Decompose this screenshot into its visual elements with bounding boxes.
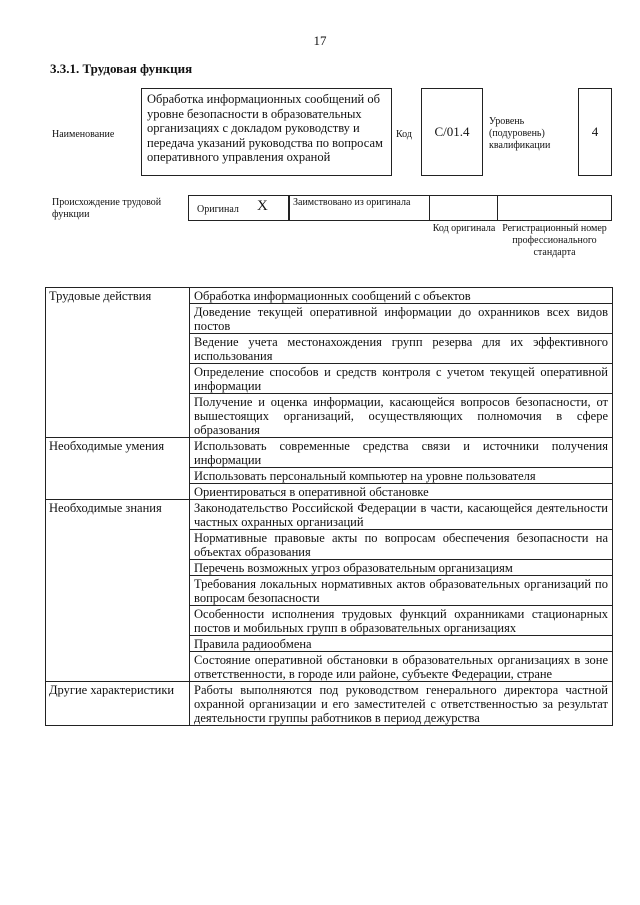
origin-original-cell: [189, 196, 289, 220]
item-cell: Определение способов и средств контроля с учетом текущей оперативной информации: [190, 364, 613, 394]
item-cell: Получение и оценка информации, касающейся вопросов безопасности, от вышестоящих организаций, осуществляющих полномочия в сфере образования: [190, 394, 613, 438]
origin-borrowed-label: Заимствовано из оригинала: [293, 197, 411, 208]
item-cell: Ориентироваться в оперативной обстановке: [190, 484, 613, 500]
page-number: 17: [313, 33, 327, 48]
code-label: Код: [396, 129, 412, 140]
item-cell: Требования локальных нормативных актов образовательных организаций по вопросам безопасности: [190, 576, 613, 606]
origin-label: Происхождение трудовой функции: [52, 197, 162, 220]
origin-original-mark: X: [257, 198, 268, 214]
origin-original-label: Оригинал: [197, 204, 239, 215]
functions-table: [45, 287, 613, 726]
table-row: [46, 682, 613, 726]
section-title: 3.3.1. Трудовая функция: [50, 61, 193, 76]
name-label: Наименование: [52, 129, 115, 140]
category-cell: Другие характеристики: [46, 682, 190, 726]
table-row: [46, 500, 613, 530]
code-box: [421, 88, 483, 176]
code-value: C/01.4: [434, 124, 470, 139]
item-cell: Использовать современные средства связи и источники получения информации: [190, 438, 613, 468]
item-cell: Особенности исполнения трудовых функций охранниками стационарных постов и мобильных групп в образовательных организациях: [190, 606, 613, 636]
origin-row: [188, 195, 612, 221]
item-cell: Использовать персональный компьютер на уровне пользователя: [190, 468, 613, 484]
code-original-label: Код оригинала: [432, 223, 496, 234]
item-cell: Правила радиообмена: [190, 636, 613, 652]
item-cell: Перечень возможных угроз образовательным организациям: [190, 560, 613, 576]
origin-reg-cell: [498, 196, 613, 220]
table-row: [46, 288, 613, 304]
item-cell: Обработка информационных сообщений с объектов: [190, 288, 613, 304]
category-cell: Необходимые знания: [46, 500, 190, 682]
function-name-box: [141, 88, 392, 176]
table-row: [46, 438, 613, 468]
level-box: [578, 88, 612, 176]
category-cell: Необходимые умения: [46, 438, 190, 500]
item-cell: Состояние оперативной обстановки в образовательных организациях в зоне ответственности, в городе или районе, субъекте Федерации, стране: [190, 652, 613, 682]
item-cell: Работы выполняются под руководством генерального директора частной охранной организации и его заместителей с ответственностью за результат деятельности группы работников в период дежурства: [190, 682, 613, 726]
origin-borrowed-cell: [289, 196, 430, 220]
item-cell: Ведение учета местонахождения групп резерва для их эффективного использования: [190, 334, 613, 364]
level-value: 4: [591, 124, 599, 139]
item-cell: Доведение текущей оперативной информации до охранников всех видов постов: [190, 304, 613, 334]
category-cell: Трудовые действия: [46, 288, 190, 438]
functions-table-body: [46, 288, 613, 726]
function-name-value: Обработка информационных сообщений об уровне безопасности в образовательных организациях с докладом руководству и передача указаний руководства по вопросам оперативного управления охраной: [147, 92, 383, 164]
item-cell: Законодательство Российской Федерации в части, касающейся деятельности частных охранных организаций: [190, 500, 613, 530]
reg-number-label: Регистрационный номер профессионального стандарта: [502, 223, 607, 258]
level-label: Уровень (подуровень) квалификации: [489, 116, 551, 151]
item-cell: Нормативные правовые акты по вопросам обеспечения безопасности на объектах образования: [190, 530, 613, 560]
origin-code-cell: [430, 196, 498, 220]
